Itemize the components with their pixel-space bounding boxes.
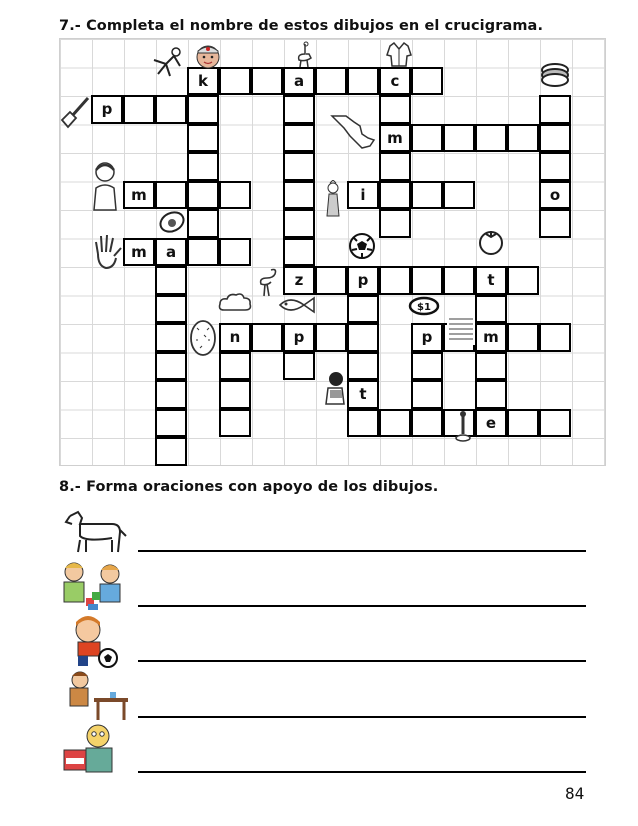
- crossword-cell[interactable]: [539, 409, 571, 438]
- crossword-cell[interactable]: i: [347, 181, 379, 210]
- indian-figure-icon: [321, 180, 345, 222]
- crossword-cell[interactable]: e: [475, 409, 507, 438]
- page-number: 84: [565, 784, 585, 803]
- crossword-cell[interactable]: [475, 295, 507, 324]
- section8-title: 8.- Forma oraciones con apoyo de los dibujos.: [59, 479, 439, 495]
- crossword-cell[interactable]: [315, 67, 347, 96]
- crossword-cell[interactable]: t: [347, 380, 379, 409]
- crossword-cell[interactable]: [219, 409, 251, 438]
- mexico-map-icon: [330, 112, 376, 158]
- crossword-cell[interactable]: p: [411, 323, 443, 352]
- answer-line-5[interactable]: [138, 771, 586, 773]
- crossword-cell[interactable]: [475, 352, 507, 381]
- crossword-cell[interactable]: [187, 209, 219, 238]
- jacket-icon: [385, 40, 413, 72]
- fish-icon: [276, 294, 318, 320]
- crossword-cell[interactable]: [155, 380, 187, 409]
- crossword-cell[interactable]: [187, 152, 219, 181]
- shovel-icon: [60, 94, 92, 134]
- yoyo-icon: [539, 60, 571, 94]
- crossword-cell[interactable]: [283, 352, 315, 381]
- crossword-cell[interactable]: p: [347, 266, 379, 295]
- crossword-cell[interactable]: [187, 95, 219, 124]
- svg-text:$1: $1: [417, 302, 431, 313]
- crossword-cell[interactable]: [251, 323, 283, 352]
- crossword-cell[interactable]: [315, 266, 347, 295]
- crossword-cell[interactable]: [379, 152, 411, 181]
- crossword-cell[interactable]: [379, 95, 411, 124]
- crossword-cell[interactable]: [347, 67, 379, 96]
- section7-title: 7.- Completa el nombre de estos dibujos en el crucigrama.: [59, 18, 544, 34]
- hand-icon: [92, 232, 124, 274]
- man-at-table-icon: [60, 668, 132, 726]
- crossword-cell[interactable]: [155, 323, 187, 352]
- coin-icon: [408, 296, 440, 320]
- answer-line-1[interactable]: [138, 550, 586, 552]
- crossword-cell[interactable]: [155, 352, 187, 381]
- calendar-icon: [446, 314, 476, 350]
- crossword-cell[interactable]: z: [283, 266, 315, 295]
- crossword-cell[interactable]: [219, 352, 251, 381]
- crossword-cell[interactable]: [411, 124, 443, 153]
- crossword-cell[interactable]: [155, 295, 187, 324]
- crossword-cell[interactable]: [155, 95, 187, 124]
- crossword-cell[interactable]: t: [475, 266, 507, 295]
- crossword-cell[interactable]: [411, 266, 443, 295]
- crossword-cell[interactable]: [347, 295, 379, 324]
- avocado-icon: [157, 207, 187, 239]
- crossword-cell[interactable]: [283, 124, 315, 153]
- crossword-cell[interactable]: [347, 352, 379, 381]
- crossword-cell[interactable]: m: [379, 124, 411, 153]
- cactus-icon: [188, 318, 218, 362]
- crossword-cell[interactable]: [283, 209, 315, 238]
- crossword-cell[interactable]: [411, 409, 443, 438]
- girl-thinking-icon: [88, 160, 122, 216]
- crossword-cell[interactable]: [187, 238, 219, 267]
- kid-reading-icon: [320, 370, 350, 410]
- boy-with-jar-icon: [58, 722, 128, 780]
- crossword-cell[interactable]: p: [283, 323, 315, 352]
- crossword-cell[interactable]: [379, 209, 411, 238]
- crossword-cell[interactable]: [155, 409, 187, 438]
- crossword-cell[interactable]: [411, 67, 443, 96]
- crossword-cell[interactable]: [411, 352, 443, 381]
- crossword-cell[interactable]: [475, 380, 507, 409]
- crossword-cell[interactable]: [251, 67, 283, 96]
- crossword-cell[interactable]: [411, 380, 443, 409]
- crossword-cell[interactable]: [347, 409, 379, 438]
- crossword-cell[interactable]: o: [539, 181, 571, 210]
- boy-soccer-icon: [66, 614, 122, 674]
- crossword-cell[interactable]: [187, 181, 219, 210]
- crossword-cell[interactable]: [187, 124, 219, 153]
- crossword-cell[interactable]: [379, 409, 411, 438]
- crossword-cell[interactable]: m: [123, 238, 155, 267]
- crossword-cell[interactable]: c: [379, 67, 411, 96]
- crossword-cell[interactable]: p: [91, 95, 123, 124]
- crossword-cell[interactable]: [507, 409, 539, 438]
- crossword-cell[interactable]: [123, 95, 155, 124]
- crossword-cell[interactable]: [379, 181, 411, 210]
- crossword-cell[interactable]: [219, 67, 251, 96]
- horse-icon: [56, 506, 130, 560]
- crossword-cell[interactable]: k: [187, 67, 219, 96]
- crossword-cell[interactable]: [155, 437, 187, 466]
- karate-kid-icon: [148, 46, 186, 84]
- crossword-cell[interactable]: [283, 95, 315, 124]
- crossword-cell[interactable]: m: [123, 181, 155, 210]
- cloud-icon: [218, 292, 252, 318]
- nurse-icon: [193, 42, 223, 74]
- crossword-cell[interactable]: [347, 323, 379, 352]
- crossword-cell[interactable]: [155, 181, 187, 210]
- answer-line-4[interactable]: [138, 716, 586, 718]
- crossword-cell[interactable]: [283, 152, 315, 181]
- crossword-cell[interactable]: [539, 209, 571, 238]
- crossword-cell[interactable]: [283, 181, 315, 210]
- crossword-cell[interactable]: [411, 181, 443, 210]
- soccer-ball-icon: [348, 232, 376, 264]
- answer-line-3[interactable]: [138, 660, 586, 662]
- crossword-cell[interactable]: [507, 266, 539, 295]
- crossword-cell[interactable]: [475, 124, 507, 153]
- crossword-cell[interactable]: [507, 124, 539, 153]
- dental-tool-icon: [452, 410, 474, 446]
- answer-line-2[interactable]: [138, 605, 586, 607]
- tomato-icon: [476, 227, 506, 261]
- crossword-cell[interactable]: [283, 238, 315, 267]
- crossword-cell[interactable]: [443, 181, 475, 210]
- crossword-cell[interactable]: [155, 266, 187, 295]
- crossword-cell[interactable]: [507, 323, 539, 352]
- crossword-cell[interactable]: [379, 266, 411, 295]
- crossword-cell[interactable]: [219, 380, 251, 409]
- crossword-cell[interactable]: [539, 124, 571, 153]
- crossword-cell[interactable]: [539, 152, 571, 181]
- crossword-cell[interactable]: [219, 181, 251, 210]
- crossword-cell[interactable]: [315, 323, 347, 352]
- children-playing-icon: [56, 560, 130, 616]
- crossword-cell[interactable]: [219, 238, 251, 267]
- ostrich-icon: [291, 40, 317, 72]
- crossword-cell[interactable]: [539, 323, 571, 352]
- crossword-cell[interactable]: a: [283, 67, 315, 96]
- crossword-cell[interactable]: [539, 95, 571, 124]
- crossword-cell[interactable]: n: [219, 323, 251, 352]
- crossword-cell[interactable]: [443, 266, 475, 295]
- crossword-cell[interactable]: m: [475, 323, 507, 352]
- crossword-cell[interactable]: [443, 124, 475, 153]
- crossword-cell[interactable]: a: [155, 238, 187, 267]
